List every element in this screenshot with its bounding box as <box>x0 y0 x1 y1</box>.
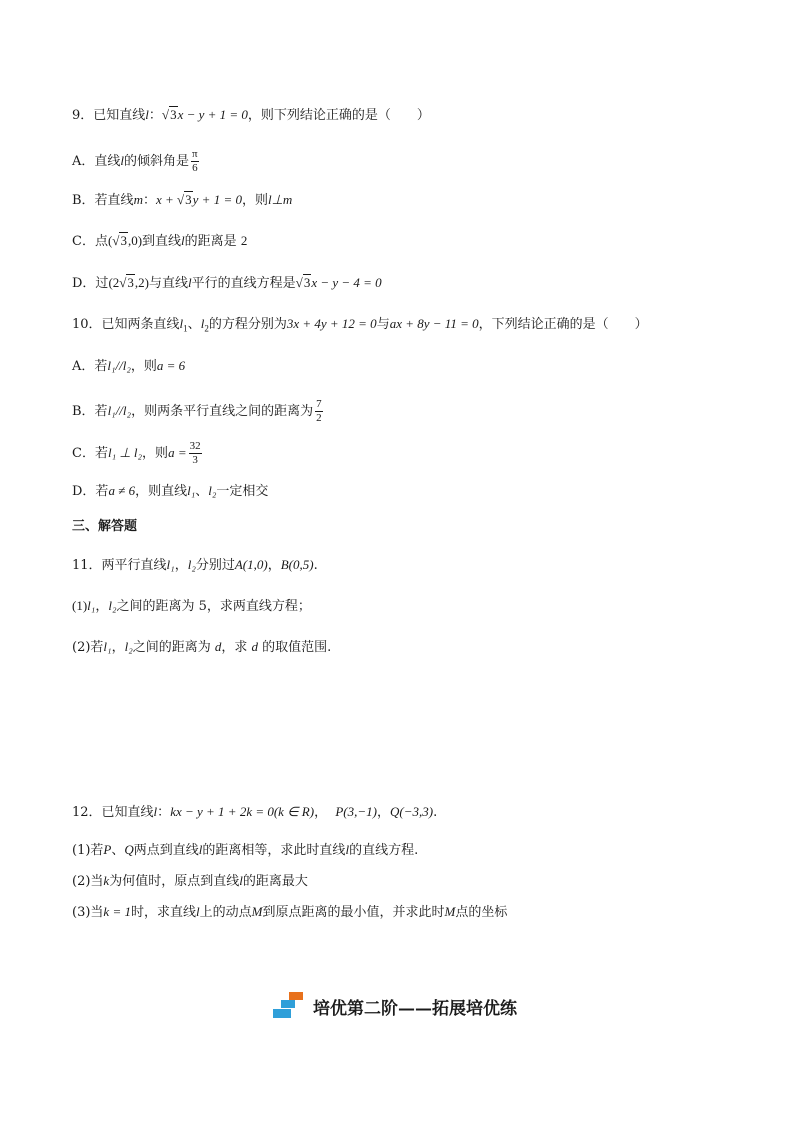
banner-title: 培优第二阶——拓展培优练 <box>313 998 517 1019</box>
q11-part1: (1)l₁，l₂之间的距离为 5，求两直线方程； <box>72 598 311 614</box>
fraction: $\frac{\pi}{6}$ <box>192 148 198 174</box>
q10-stem: 10．已知两条直线$l_1$、$l_2$的方程分别为3x + 4y + 12 = 0与ax + 8y − 11 = 0，下列结论正确的是（ ） <box>72 316 648 334</box>
q11-stem: 11．两平行直线l₁，l₂分别过A(1,0)，B(0,5). <box>72 557 318 573</box>
q12-part1: (1)若P、Q两点到直线l的距离相等，求此时直线l的直线方程. <box>72 842 419 858</box>
q9-option-b: B．若直线m：x + √3y + 1 = 0，则l⊥m <box>72 192 293 208</box>
q12-part2: (2)当k为何值时，原点到直线l的距离最大 <box>72 873 308 889</box>
q9-option-d: D．过(2√3,2)与直线l平行的直线方程是√3x − y − 4 = 0 <box>72 275 382 291</box>
q10-option-b: B．若l₁//l₂，则两条平行直线之间的距离为 $\frac{7}{2}$ <box>72 398 322 424</box>
fraction: $\frac{32}{3}$ <box>189 440 201 466</box>
sqrt-symbol: √3 <box>161 107 177 122</box>
blocks-logo-icon <box>273 992 307 1020</box>
q11-part2: (2)若l₁，l₂之间的距离为 d，求 d 的取值范围. <box>72 639 332 655</box>
section-banner <box>273 992 517 1020</box>
q10-option-c: C．若l₁ ⊥ l₂，则a = $\frac{32}{3}$ <box>72 440 201 466</box>
fraction: $\frac{7}{2}$ <box>316 398 322 424</box>
q9-option-c: C．点(√3,0)到直线l的距离是 2 <box>72 233 248 249</box>
section-heading: 三、解答题 <box>72 519 138 534</box>
q12-part3: (3)当k = 1时，求直线l上的动点M到原点距离的最小值，并求此时M点的坐标 <box>72 904 508 920</box>
q12-stem: 12．已知直线l：kx − y + 1 + 2k = 0(k ∈ R)， P(3,−1)，Q(−3,3). <box>72 804 438 820</box>
q10-option-d: D．若a ≠ 6，则直线l₁、l₂一定相交 <box>72 483 269 499</box>
q10-option-a: A．若l₁//l₂，则a = 6 <box>72 358 186 374</box>
q9-stem: 9．已知直线l：√3x − y + 1 = 0，则下列结论正确的是（ ） <box>72 107 430 123</box>
q9-option-a: A．直线l的倾斜角是 $\frac{\pi}{6}$ <box>72 148 198 174</box>
